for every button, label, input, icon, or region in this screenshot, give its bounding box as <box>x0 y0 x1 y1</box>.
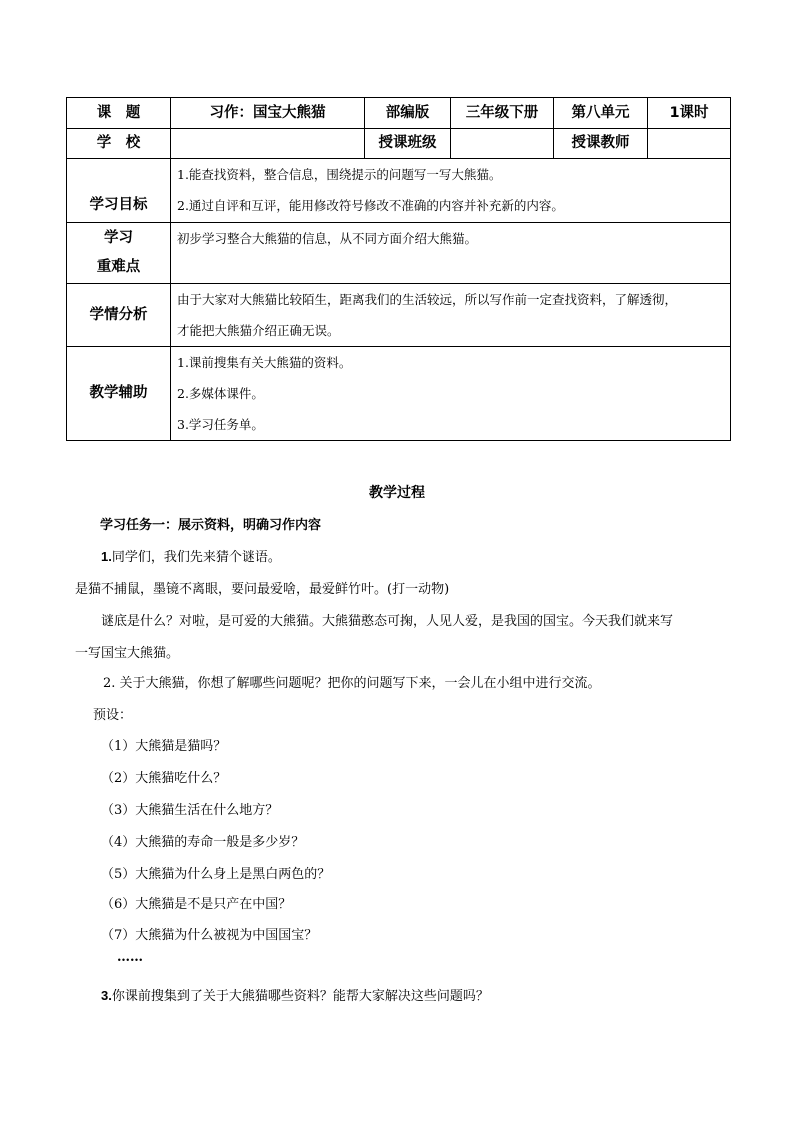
lesson-title: 习作：国宝大熊猫 <box>171 98 365 129</box>
edition: 部编版 <box>365 98 451 129</box>
process-title: 教学过程 <box>369 485 425 501</box>
goal-item: 1.能查找资料，整合信息，围绕提示的问题写一写大熊猫。 <box>177 167 502 182</box>
teacher-value <box>648 129 731 159</box>
class-label: 授课班级 <box>365 129 451 159</box>
task-heading: 学习任务一：展示资料，明确习作内容 <box>100 518 322 533</box>
ellipsis: …… <box>117 950 143 965</box>
question-item: （5）大熊猫为什么身上是黑白两色的？ <box>101 867 331 882</box>
aid-item: 2.多媒体课件。 <box>177 386 264 401</box>
question-item: （2）大熊猫吃什么？ <box>101 771 227 786</box>
step-text: 你课前搜集到了关于大熊猫哪些资料？能帮大家解决这些问题吗？ <box>111 989 489 1004</box>
analysis-content <box>171 284 731 347</box>
preset-label: 预设： <box>93 708 133 723</box>
goal-item: 2.通过自评和互评，能用修改符号修改不准确的内容并补充新的内容。 <box>177 198 564 213</box>
table-row <box>67 129 731 159</box>
analysis-line: 由于大家对大熊猫比较陌生，距离我们的生活较远，所以写作前一定查找资料，了解透彻， <box>177 292 678 307</box>
analysis-label: 学情分析 <box>67 284 171 347</box>
step-2: 2. 关于大熊猫，你想了解哪些问题呢？把你的问题写下来，一会儿在小组中进行交流。 <box>103 676 601 691</box>
difficulty-content <box>171 223 731 284</box>
question-item: （6）大熊猫是不是只产在中国？ <box>101 897 292 912</box>
difficulty-text: 初步学习整合大熊猫的信息，从不同方面介绍大熊猫。 <box>177 231 478 246</box>
aids-label: 教学辅助 <box>67 347 171 441</box>
goals-content <box>171 159 731 223</box>
table-row <box>67 98 731 129</box>
aid-item: 1.课前搜集有关大熊猫的资料。 <box>177 355 352 370</box>
step-text: 同学们，我们先来猜个谜语。 <box>111 550 281 565</box>
table-row <box>67 223 731 284</box>
hours: 1课时 <box>648 98 731 129</box>
grade: 三年级下册 <box>451 98 554 129</box>
step-number: 1. <box>101 549 112 564</box>
class-value <box>451 129 554 159</box>
riddle-text: 是猫不捕鼠，墨镜不离眼，要问最爱啥，最爱鲜竹叶。(打一动物) <box>75 582 450 597</box>
question-item: （1）大熊猫是猫吗？ <box>101 739 227 754</box>
school-label: 学 校 <box>67 129 171 159</box>
difficulty-label-line2: 重难点 <box>96 259 141 275</box>
table-row <box>67 159 731 223</box>
table-row <box>67 347 731 441</box>
question-item: （4）大熊猫的寿命一般是多少岁？ <box>101 835 305 850</box>
question-item: （7）大熊猫为什么被视为中国国宝？ <box>101 928 318 943</box>
unit: 第八单元 <box>554 98 648 129</box>
step-number: 3. <box>101 988 112 1003</box>
answer-line: 一写国宝大熊猫。 <box>75 646 180 661</box>
step-1 <box>101 546 281 565</box>
goals-label: 学习目标 <box>67 159 171 223</box>
aid-item: 3.学习任务单。 <box>177 417 264 432</box>
table-row <box>67 284 731 347</box>
school-value <box>171 129 365 159</box>
question-item: （3）大熊猫生活在什么地方？ <box>101 803 279 818</box>
answer-line: 谜底是什么？对啦，是可爱的大熊猫。大熊猫憨态可掬，人见人爱，是我国的国宝。今天我们就来写 <box>101 614 674 629</box>
analysis-line: 才能把大熊猫介绍正确无误。 <box>177 323 340 338</box>
lesson-info-table <box>66 97 731 441</box>
difficulty-label-line1: 学习 <box>104 230 133 246</box>
step-3 <box>101 985 489 1004</box>
topic-label: 课 题 <box>67 98 171 129</box>
aids-content <box>171 347 731 441</box>
difficulty-label <box>67 223 171 284</box>
teacher-label: 授课教师 <box>554 129 648 159</box>
